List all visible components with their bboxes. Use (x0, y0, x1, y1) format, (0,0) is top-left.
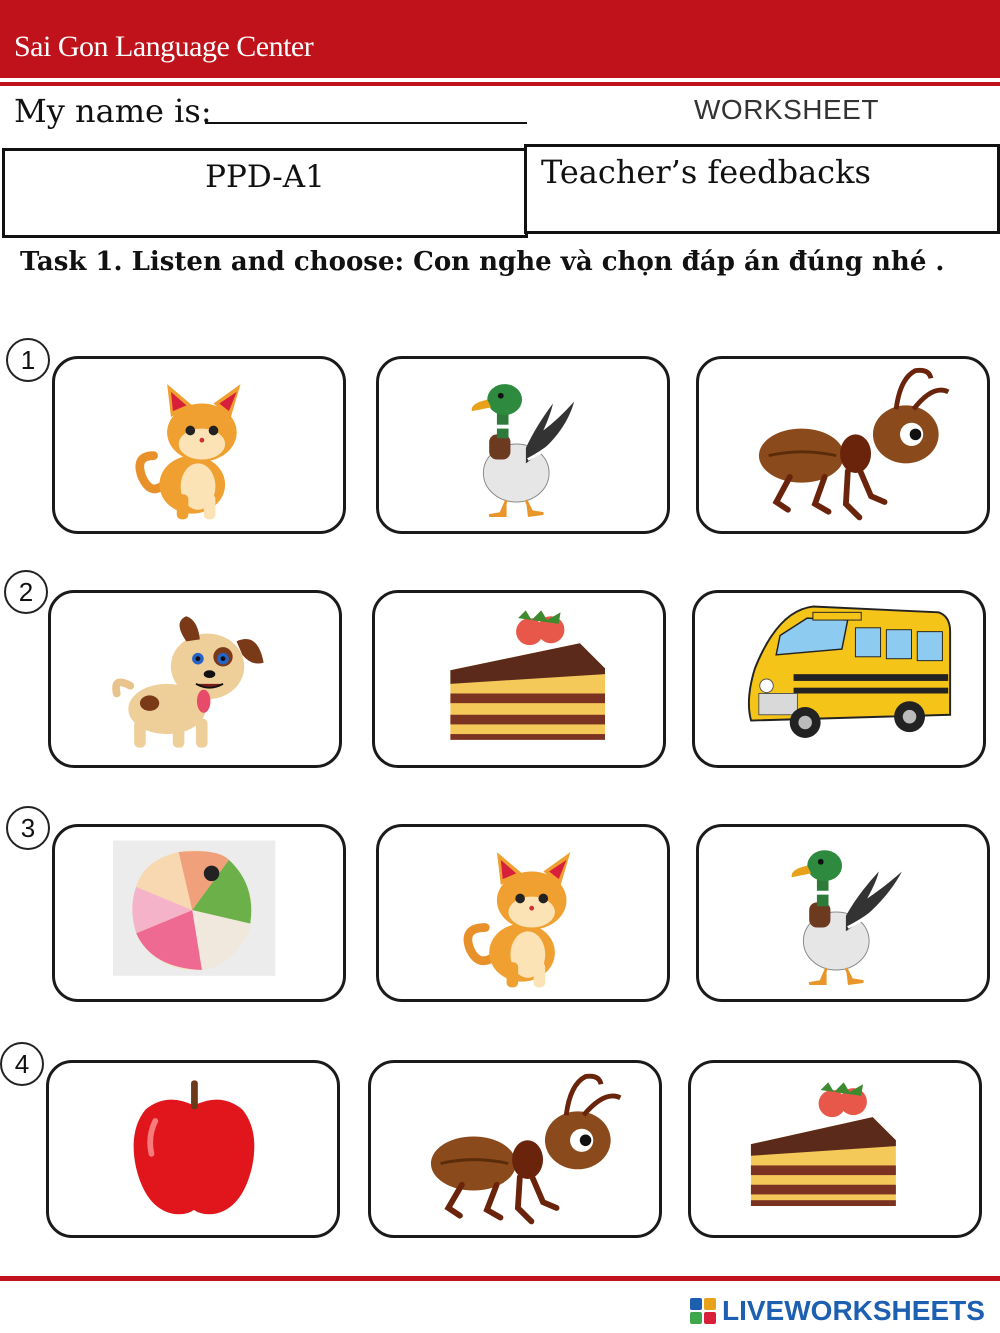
cat-icon (379, 827, 667, 999)
duck-icon (699, 827, 987, 999)
option-ball[interactable] (52, 824, 346, 1002)
footer-divider (0, 1276, 1000, 1281)
level-text: PPD-A1 (205, 159, 325, 195)
header-bar (0, 0, 1000, 78)
ant-icon (371, 1063, 659, 1235)
option-cat[interactable] (52, 356, 346, 534)
liveworksheets-logo (690, 1293, 985, 1329)
level-box (2, 148, 528, 238)
ball-icon (55, 827, 343, 999)
option-duck[interactable] (696, 824, 990, 1002)
option-cat[interactable] (376, 824, 670, 1002)
option-school-bus[interactable] (692, 590, 986, 768)
worksheet-label: WORKSHEET (694, 94, 879, 125)
apple-icon (49, 1063, 337, 1235)
option-dog[interactable] (48, 590, 342, 768)
question-number-3: 3 (6, 806, 50, 850)
school-bus-icon (695, 593, 983, 765)
feedback-box (524, 144, 1000, 234)
liveworksheets-mark-icon (690, 1298, 716, 1324)
dog-icon (51, 593, 339, 765)
ant-icon (699, 359, 987, 531)
center-name: Sai Gon Language Center (14, 30, 314, 63)
question-number-4: 4 (0, 1042, 44, 1086)
duck-icon (379, 359, 667, 531)
option-cake[interactable] (372, 590, 666, 768)
option-ant[interactable] (696, 356, 990, 534)
option-ant[interactable] (368, 1060, 662, 1238)
feedback-label: Teacher’s feedbacks (541, 153, 871, 191)
task-instruction: Task 1. Listen and choose: Con nghe và chọn đáp án đúng nhé . (20, 247, 945, 277)
option-apple[interactable] (46, 1060, 340, 1238)
option-duck[interactable] (376, 356, 670, 534)
liveworksheets-text: LIVEWORKSHEETS (722, 1295, 985, 1326)
name-label: My name is: (14, 92, 212, 130)
question-number-1: 1 (6, 338, 50, 382)
header-divider (0, 82, 1000, 86)
cat-icon (55, 359, 343, 531)
cake-icon (375, 593, 663, 765)
option-cake[interactable] (688, 1060, 982, 1238)
cake-icon (691, 1063, 979, 1235)
name-input-line[interactable] (205, 122, 527, 124)
question-number-2: 2 (4, 570, 48, 614)
